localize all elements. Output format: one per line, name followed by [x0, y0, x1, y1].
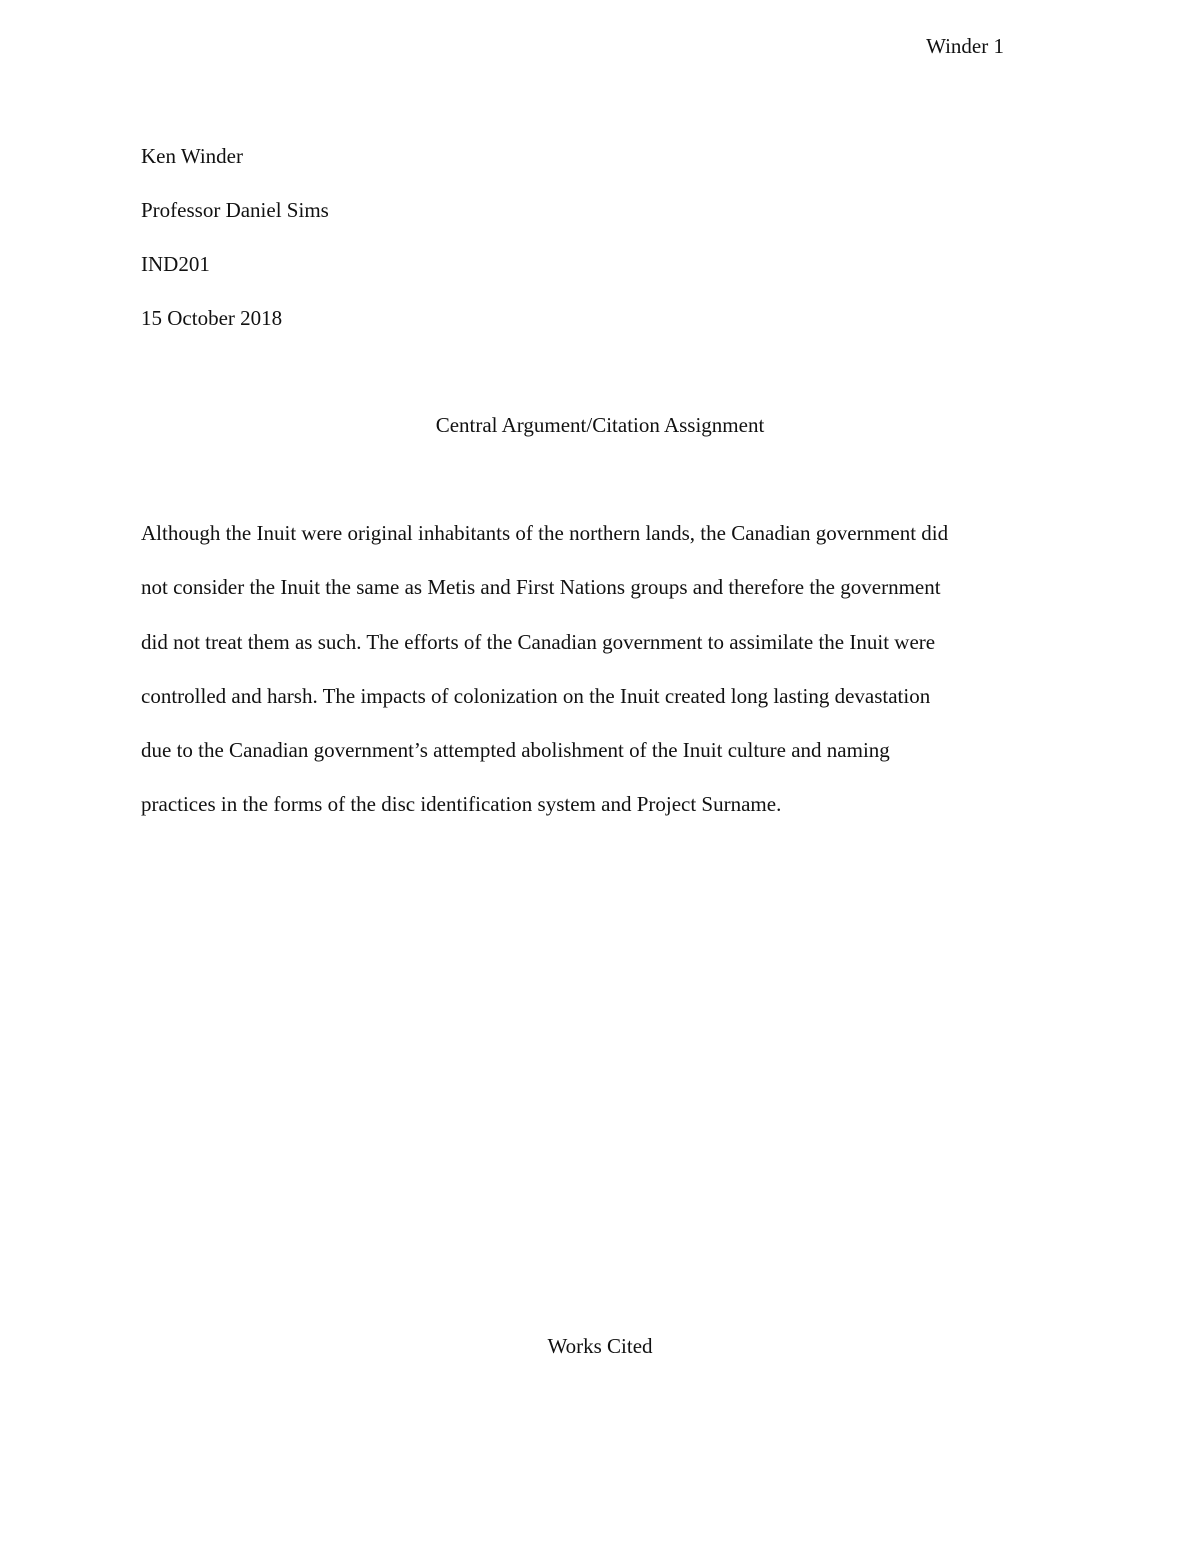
body-line: due to the Canadian government’s attempted abolishment of the Inuit culture and naming — [141, 738, 890, 763]
body-line: Although the Inuit were original inhabitants of the northern lands, the Canadian government did — [141, 521, 949, 545]
body-line: not consider the Inuit the same as Metis and First Nations groups and therefore the government — [141, 575, 941, 600]
running-head: Winder 1 — [926, 34, 1004, 58]
instructor-name: Professor Daniel Sims — [141, 198, 329, 222]
body-line: practices in the forms of the disc identification system and Project Surname. — [141, 792, 782, 817]
author-name: Ken Winder — [141, 144, 243, 168]
paper-title: Central Argument/Citation Assignment — [435, 413, 765, 437]
course-code: IND201 — [141, 252, 210, 276]
document-date: 15 October 2018 — [141, 306, 283, 330]
heading-block — [141, 142, 841, 358]
body-line: controlled and harsh. The impacts of colonization on the Inuit created long lasting devastation — [141, 683, 931, 708]
body-line: did not treat them as such. The efforts of the Canadian government to assimilate the Inuit were — [141, 629, 936, 654]
works-cited-heading: Works Cited — [547, 1334, 653, 1358]
body-paragraph — [141, 519, 1061, 845]
